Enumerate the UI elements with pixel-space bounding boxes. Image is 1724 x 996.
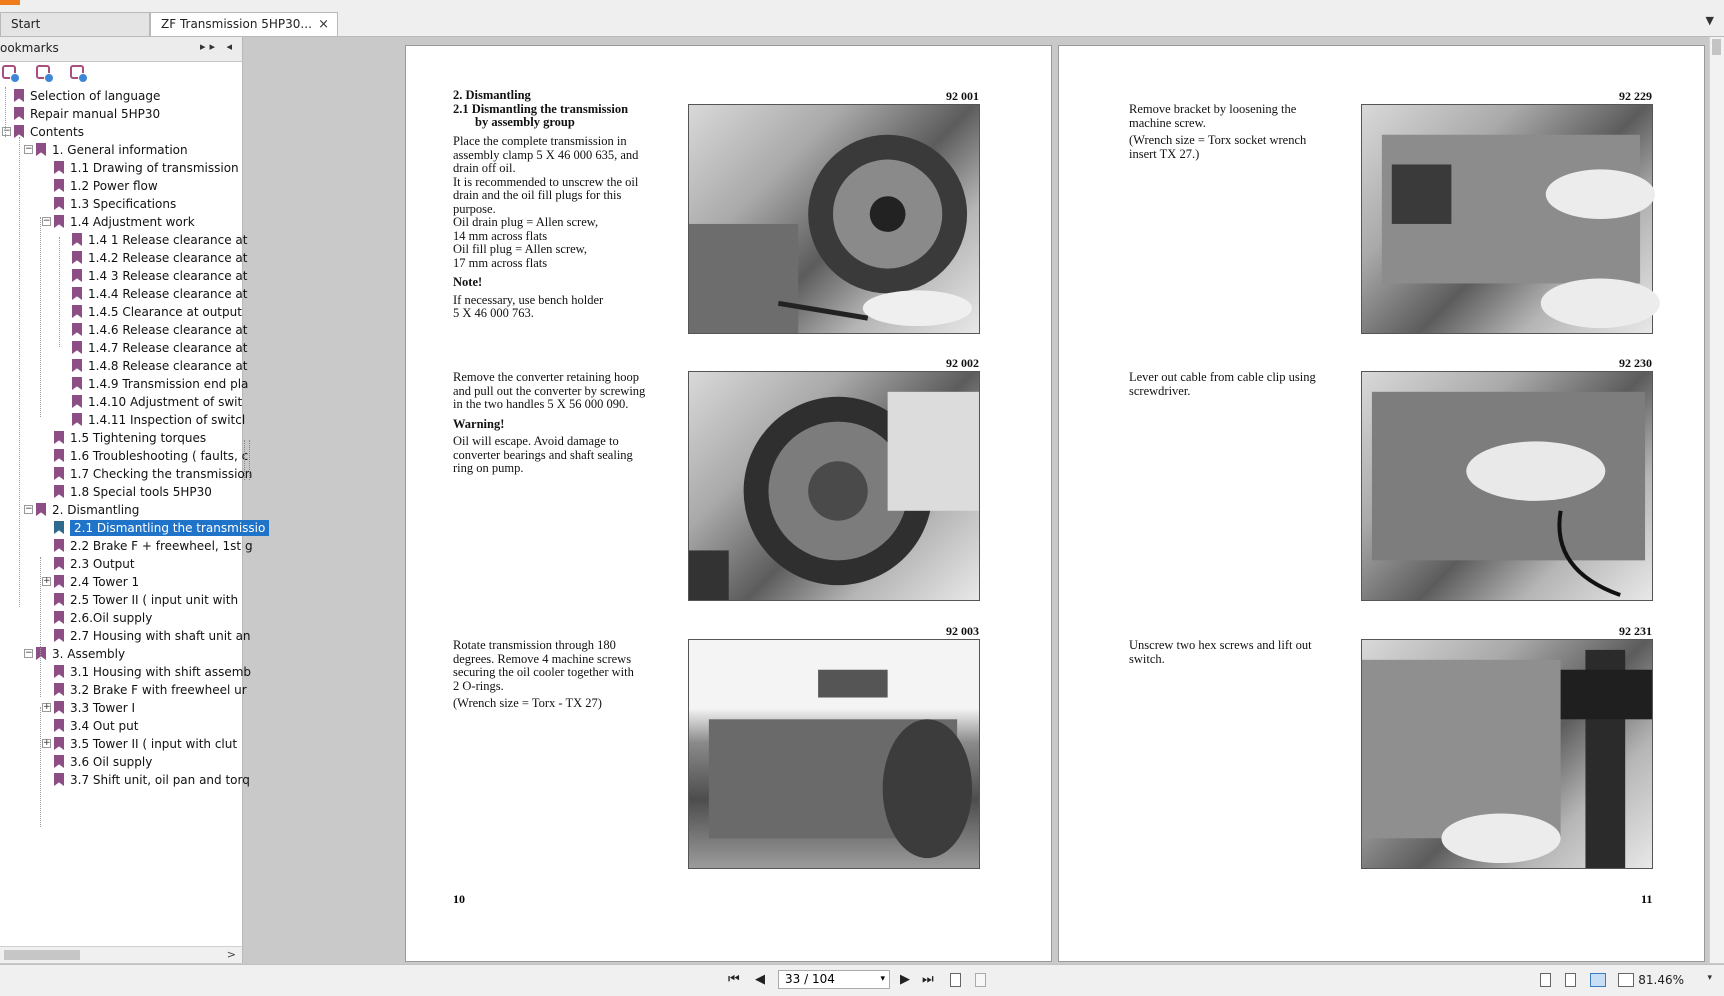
bookmark-item[interactable] <box>0 357 248 375</box>
text-block-1 <box>1129 103 1344 161</box>
note-label: Note! <box>453 275 483 289</box>
page-number: 10 <box>453 892 465 906</box>
bookmark-item[interactable] <box>0 303 242 321</box>
bookmarks-header <box>0 37 242 62</box>
page-indicator: 33 / 104 <box>785 972 835 986</box>
bookmark-label: 1.4.4 Release clearance at <box>88 287 248 301</box>
bookmarks-panel <box>0 37 266 963</box>
bookmark-item[interactable] <box>0 717 242 735</box>
vscroll-thumb[interactable] <box>1712 39 1721 55</box>
photo-cable-clip <box>1361 371 1653 601</box>
bookmark-label: 1.5 Tightening torques <box>70 431 207 445</box>
bookmark-icon <box>36 647 46 660</box>
heading-assembly-group: by assembly group <box>475 115 575 129</box>
text-line: screwdriver. <box>1129 383 1191 398</box>
bookmark-properties-icon[interactable] <box>70 65 84 79</box>
bookmark-icon <box>54 611 64 624</box>
bookmark-label: 2.5 Tower II ( input unit with <box>70 593 239 607</box>
bookmark-item[interactable] <box>0 321 248 339</box>
continuous-facing-view-icon[interactable] <box>1618 973 1634 987</box>
bookmark-icon <box>72 287 82 300</box>
bookmark-icon <box>54 737 64 750</box>
bookmark-icon <box>72 377 82 390</box>
bookmark-icon <box>54 215 64 228</box>
expand-icon[interactable]: + <box>43 702 51 712</box>
text-block-3 <box>453 639 668 711</box>
text-line: 14 mm across flats <box>453 228 548 243</box>
bookmark-icon <box>72 269 82 282</box>
bookmark-item[interactable] <box>0 105 242 123</box>
tab-start-label: Start <box>11 17 41 31</box>
photo-converter-removal <box>688 371 980 601</box>
text-line: It is recommended to unscrew the oil <box>453 174 639 189</box>
text-block-2 <box>1129 371 1344 398</box>
previous-page-icon[interactable]: ◀ <box>755 972 765 987</box>
bookmark-icon <box>36 143 46 156</box>
bookmark-icon <box>54 539 64 552</box>
bookmark-item[interactable] <box>0 699 242 717</box>
bookmarks-title: ookmarks <box>0 41 59 55</box>
last-page-icon[interactable]: ⏭ <box>922 972 934 987</box>
facing-pages-view-icon[interactable] <box>1590 973 1606 987</box>
figure-number: 92 231 <box>1619 624 1652 638</box>
bookmark-item[interactable] <box>0 537 253 555</box>
bookmark-item[interactable] <box>0 483 242 501</box>
bookmark-item[interactable] <box>0 429 242 447</box>
text-line: Oil fill plug = Allen screw, <box>453 242 587 256</box>
text-line: converter bearings and shaft sealing <box>453 447 633 462</box>
bookmark-item[interactable] <box>0 231 248 249</box>
bookmark-icon <box>54 521 64 534</box>
bookmark-label: 2.7 Housing with shaft unit an <box>70 629 251 643</box>
bookmark-label: 2.1 Dismantling the transmissio <box>70 520 269 536</box>
bookmark-icon <box>72 341 82 354</box>
tab-bar <box>0 0 1724 37</box>
text-line: 2 O-rings. <box>453 678 504 693</box>
tab-document-label: ZF Transmission 5HP30... <box>161 17 312 31</box>
bookmark-label: 1.4.8 Release clearance at <box>88 359 248 373</box>
bookmark-item[interactable] <box>0 195 242 213</box>
bookmark-icon <box>72 233 82 246</box>
bookmark-icon <box>54 431 64 444</box>
collapse-icon[interactable]: − <box>25 144 33 154</box>
bookmark-item[interactable] <box>0 87 242 105</box>
bookmark-item[interactable] <box>0 771 250 789</box>
bookmark-icon <box>54 629 64 642</box>
bookmark-label: 1. General information <box>52 143 188 157</box>
page-number-input[interactable] <box>778 970 890 989</box>
bookmark-label: 3.1 Housing with shift assemb <box>70 665 252 679</box>
figure-number: 92 003 <box>946 624 979 638</box>
tree-guide-line <box>40 217 41 417</box>
previous-view-icon[interactable] <box>950 973 961 987</box>
expand-icon[interactable]: + <box>43 738 51 748</box>
bookmark-icon <box>72 251 82 264</box>
text-line: drain off oil. <box>453 161 516 175</box>
collapse-icon[interactable]: − <box>25 648 33 658</box>
warning-label: Warning! <box>453 416 505 431</box>
section-heading <box>453 89 663 130</box>
bookmark-item[interactable] <box>0 375 249 393</box>
bookmark-label: 3.7 Shift unit, oil pan and torq <box>70 773 250 787</box>
bookmark-item[interactable] <box>0 609 242 627</box>
text-line: Place the complete transmission in <box>453 134 627 148</box>
bookmark-label: 2.4 Tower 1 <box>70 575 140 589</box>
bookmark-item[interactable] <box>0 519 266 537</box>
heading-dismantling: 2. Dismantling <box>453 88 531 102</box>
bookmark-label: Contents <box>30 125 84 139</box>
tab-list-chevron-icon[interactable]: ▼ <box>1705 14 1714 27</box>
bookmark-item[interactable] <box>0 465 253 483</box>
hscroll-thumb[interactable] <box>4 950 80 960</box>
bookmarks-hscrollbar[interactable] <box>0 946 242 963</box>
bookmark-label: 2.3 Output <box>70 557 135 571</box>
bookmark-label: 1.4 1 Release clearance at <box>88 233 248 247</box>
text-line: and pull out the converter by screwing <box>453 383 646 398</box>
bookmark-icon <box>14 107 24 120</box>
bookmark-item[interactable] <box>0 177 242 195</box>
text-block-2 <box>453 371 668 476</box>
heading-dismantling-transmission: 2.1 Dismantling the transmission <box>453 101 629 116</box>
figure-number: 92 230 <box>1619 356 1652 370</box>
bookmark-label: 3.2 Brake F with freewheel ur <box>70 683 247 697</box>
collapse-icon[interactable]: − <box>25 504 33 514</box>
bookmark-label: 1.2 Power flow <box>70 179 158 193</box>
expand-icon[interactable]: + <box>43 576 51 586</box>
close-tab-icon[interactable]: × <box>318 17 329 32</box>
collapse-icon[interactable]: − <box>43 216 51 226</box>
bookmark-label: 3.5 Tower II ( input with clut <box>70 737 238 751</box>
text-block-1 <box>453 135 668 321</box>
text-line: switch. <box>1129 651 1165 666</box>
bookmark-icon <box>54 665 64 678</box>
bookmark-item[interactable] <box>0 753 242 771</box>
bookmark-icon <box>54 701 64 714</box>
bookmark-item[interactable] <box>0 285 248 303</box>
text-line: purpose. <box>453 201 496 216</box>
bookmark-item[interactable] <box>0 249 248 267</box>
bookmark-item[interactable] <box>0 735 242 753</box>
bookmark-icon <box>14 89 24 102</box>
document-page-left <box>405 45 1052 962</box>
bookmark-label: Repair manual 5HP30 <box>30 107 161 121</box>
delete-bookmark-icon[interactable] <box>2 65 16 79</box>
figure-number: 92 001 <box>946 89 979 103</box>
tree-guide-line <box>40 707 41 827</box>
photo-oil-cooler <box>688 639 980 869</box>
bookmark-item[interactable] <box>0 627 251 645</box>
panel-controls-icon[interactable]: ▸▸ ◂ <box>199 40 236 53</box>
zoom-level[interactable]: 81.46% <box>1638 973 1684 987</box>
bookmark-label: 3. Assembly <box>52 647 126 661</box>
bookmark-item[interactable] <box>0 267 248 285</box>
bookmark-icon <box>54 179 64 192</box>
text-line: (Wrench size = Torx socket wrench <box>1129 133 1307 147</box>
bookmark-icon <box>54 449 64 462</box>
bookmark-item[interactable] <box>0 339 248 357</box>
text-line: (Wrench size = Torx - TX 27) <box>453 696 602 710</box>
status-bar <box>0 964 1724 996</box>
bookmark-label: 2. Dismantling <box>52 503 140 517</box>
bookmark-item[interactable] <box>0 447 249 465</box>
add-bookmark-icon[interactable] <box>36 65 50 79</box>
bookmark-item[interactable] <box>0 663 252 681</box>
bookmark-item[interactable] <box>0 555 242 573</box>
bookmark-icon <box>72 413 82 426</box>
next-page-icon[interactable]: ▶ <box>900 972 910 987</box>
bookmark-label: 1.4 3 Release clearance at <box>88 269 248 283</box>
text-line: Remove the converter retaining hoop <box>453 370 640 384</box>
bookmark-item[interactable] <box>0 393 242 411</box>
single-page-view-icon[interactable] <box>1540 973 1551 987</box>
bookmark-label: 2.6.Oil supply <box>70 611 153 625</box>
bookmark-tree <box>0 87 266 910</box>
bookmark-item[interactable] <box>0 123 242 141</box>
text-line: in the two handles 5 X 56 000 090. <box>453 397 629 411</box>
text-line: degrees. Remove 4 machine screws <box>453 651 632 666</box>
bookmark-label: 1.4.11 Inspection of switcl <box>88 413 246 427</box>
bookmark-icon <box>54 467 64 480</box>
tree-guide-line <box>5 87 6 137</box>
bookmark-icon <box>54 719 64 732</box>
bookmark-icon <box>54 557 64 570</box>
photo-transmission-clamp <box>688 104 980 334</box>
text-line: 5 X 46 000 763. <box>453 306 534 320</box>
bookmark-icon <box>72 305 82 318</box>
photo-bracket-removal <box>1361 104 1653 334</box>
bookmark-item[interactable] <box>0 213 242 231</box>
bookmark-item[interactable] <box>0 591 242 609</box>
text-line: securing the oil cooler together with <box>453 665 634 679</box>
bookmarks-toolbar <box>0 64 242 84</box>
bookmark-icon <box>54 161 64 174</box>
figure-number: 92 229 <box>1619 89 1652 103</box>
bookmark-label: 1.4.7 Release clearance at <box>88 341 248 355</box>
app-accent <box>0 0 20 5</box>
text-line: machine screw. <box>1129 115 1206 130</box>
bookmark-item[interactable] <box>0 573 242 591</box>
text-block-3 <box>1129 639 1344 666</box>
page-dropdown-icon[interactable]: ▾ <box>880 974 885 984</box>
text-line: Oil will escape. Avoid damage to <box>453 434 619 448</box>
bookmark-label: 3.6 Oil supply <box>70 755 153 769</box>
bookmark-label: 3.4 Out put <box>70 719 139 733</box>
text-line: Rotate transmission through 180 <box>453 638 616 652</box>
bookmark-icon <box>54 485 64 498</box>
text-line: Unscrew two hex screws and lift out <box>1129 638 1312 652</box>
bookmark-label: 1.4 Adjustment work <box>70 215 195 229</box>
bookmark-icon <box>36 503 46 516</box>
text-line: 17 mm across flats <box>453 255 548 270</box>
bookmark-label: 1.8 Special tools 5HP30 <box>70 485 212 499</box>
text-line: ring on pump. <box>453 461 524 475</box>
bookmark-icon <box>54 755 64 768</box>
bookmark-label: 1.4.5 Clearance at output <box>88 305 242 319</box>
zoom-dropdown-icon[interactable]: ▾ <box>1707 973 1712 983</box>
bookmark-label: 2.2 Brake F + freewheel, 1st g <box>70 539 253 553</box>
bookmark-label: 1.4.2 Release clearance at <box>88 251 248 265</box>
bookmark-icon <box>72 395 82 408</box>
panel-splitter[interactable] <box>244 440 250 480</box>
tab-document[interactable] <box>150 12 338 36</box>
bookmark-label: 1.4.10 Adjustment of swit <box>88 395 243 409</box>
tree-guide-line <box>40 557 41 697</box>
next-view-icon[interactable] <box>975 973 986 987</box>
text-line: Remove bracket by loosening the <box>1129 102 1297 116</box>
bookmark-label: Selection of language <box>30 89 161 103</box>
bookmark-label: 1.7 Checking the transmission <box>70 467 253 481</box>
bookmark-icon <box>54 683 64 696</box>
text-line: Oil drain plug = Allen screw, <box>453 215 599 229</box>
bookmark-icon <box>54 197 64 210</box>
tree-guide-line <box>59 237 60 347</box>
document-page-right <box>1058 45 1705 962</box>
bookmark-label: 1.4.9 Transmission end pla <box>88 377 249 391</box>
page-number: 11 <box>1641 892 1653 906</box>
bookmark-item[interactable] <box>0 141 242 159</box>
text-line: If necessary, use bench holder <box>453 292 604 307</box>
bookmark-item[interactable] <box>0 645 242 663</box>
bookmark-item[interactable] <box>0 501 242 519</box>
bookmark-icon <box>54 593 64 606</box>
bookmark-item[interactable] <box>0 159 242 177</box>
text-line: insert TX 27.) <box>1129 146 1200 161</box>
collapse-icon[interactable]: − <box>3 126 11 136</box>
document-vscrollbar[interactable] <box>1709 37 1724 963</box>
continuous-view-icon[interactable] <box>1565 973 1576 987</box>
bookmark-label: 1.4.6 Release clearance at <box>88 323 248 337</box>
text-line: Lever out cable from cable clip using <box>1129 370 1316 384</box>
bookmark-item[interactable] <box>0 681 247 699</box>
bookmark-label: 3.3 Tower I <box>70 701 136 715</box>
text-line: drain and the oil fill plugs for this <box>453 188 622 202</box>
bookmark-icon <box>54 575 64 588</box>
tab-start[interactable] <box>0 12 150 36</box>
bookmark-label: 1.3 Specifications <box>70 197 177 211</box>
tree-guide-line <box>19 137 20 607</box>
bookmark-item[interactable] <box>0 411 246 429</box>
bookmark-icon <box>54 773 64 786</box>
first-page-icon[interactable]: ⏮ <box>728 972 740 987</box>
bookmark-icon <box>72 359 82 372</box>
text-line: assembly clamp 5 X 46 000 635, and <box>453 147 639 162</box>
scroll-right-icon[interactable]: > <box>226 948 236 961</box>
photo-switch-removal <box>1361 639 1653 869</box>
bookmark-icon <box>72 323 82 336</box>
bookmark-label: 1.6 Troubleshooting ( faults, c <box>70 449 249 463</box>
bookmark-label: 1.1 Drawing of transmission <box>70 161 239 175</box>
figure-number: 92 002 <box>946 356 979 370</box>
